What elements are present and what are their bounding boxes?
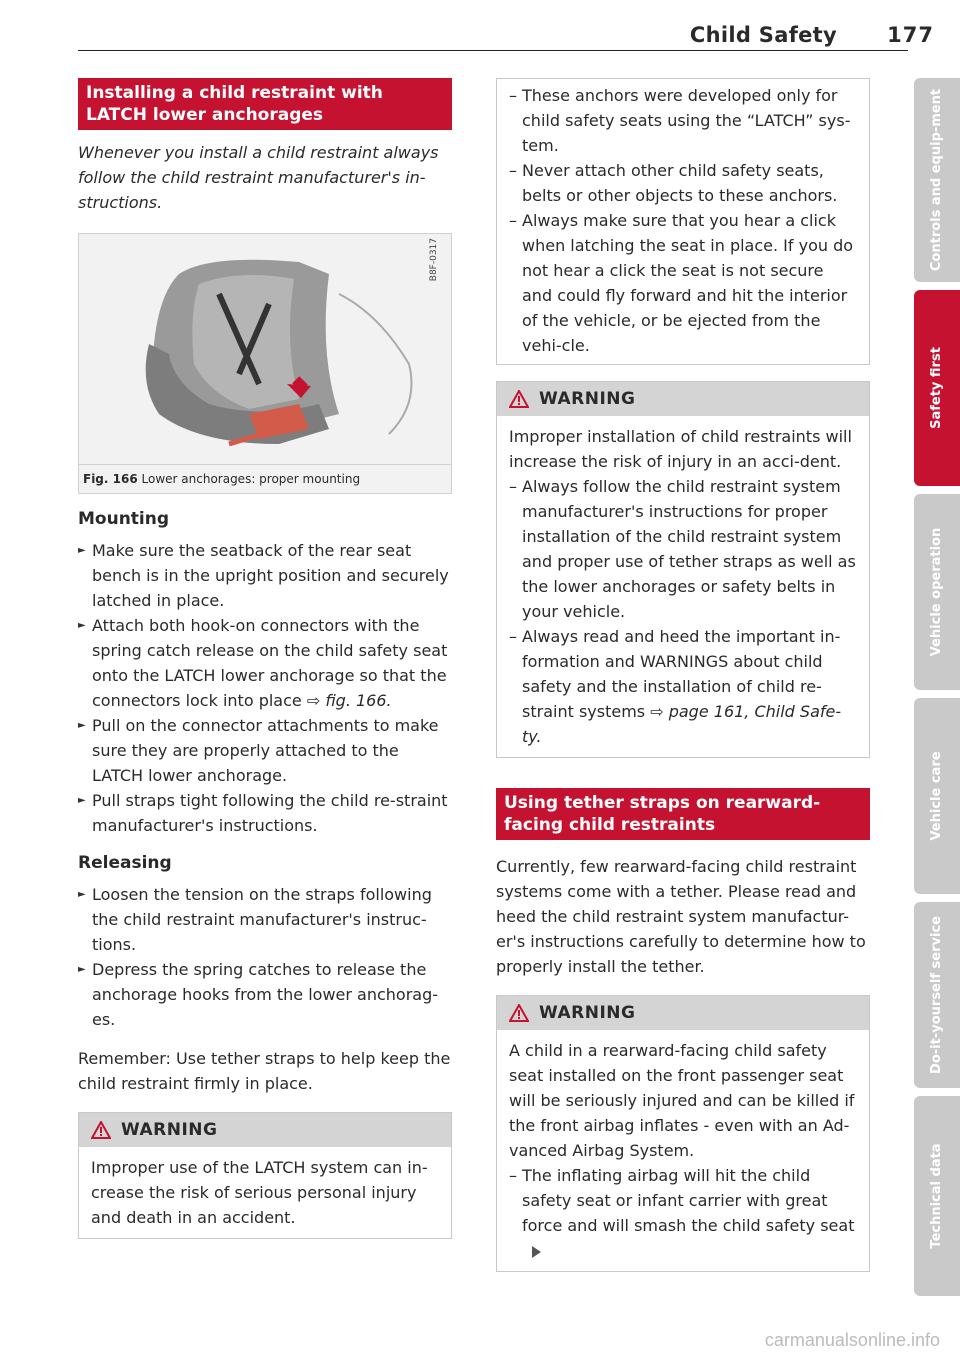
tab-label: Safety first xyxy=(929,347,944,429)
warning-triangle-icon xyxy=(91,1121,111,1139)
list-item: ► Depress the spring catches to release the anchorage hooks from the lower anchorag-es. xyxy=(78,957,452,1032)
figure-caption xyxy=(78,465,452,494)
mounting-heading: Mounting xyxy=(78,509,170,529)
warning-triangle-icon xyxy=(509,390,529,408)
left-column xyxy=(78,78,452,1239)
warning-box-rearward xyxy=(496,995,870,1272)
right-column xyxy=(496,78,870,1272)
watermark: carmanualsonline.info xyxy=(764,1330,940,1350)
continued-warning-list xyxy=(509,83,857,358)
warning-body: Improper use of the LATCH system can in-crease the risk of serious personal injury and death in an accident. xyxy=(91,1158,428,1227)
section-title-tether: Using tether straps on rearward-facing child restraints xyxy=(496,788,870,840)
list-item xyxy=(78,613,452,713)
list-item-text: The inflating airbag will hit the child safety seat or infant carrier with great force and will smash the child safety seat xyxy=(522,1166,855,1235)
warning-intro: Improper installation of child restraints will increase the risk of injury in an acci-dent. xyxy=(509,427,852,471)
warning-box-latch xyxy=(78,1112,452,1239)
tab-safety-first[interactable] xyxy=(914,290,960,486)
warning-header xyxy=(497,382,869,416)
section-title-latch: Installing a child restraint with LATCH lower anchorages xyxy=(78,78,452,130)
warning-header xyxy=(497,996,869,1030)
warning-box-installation xyxy=(496,381,870,758)
warning-triangle-icon xyxy=(509,1004,529,1022)
tab-controls-and-equipment[interactable] xyxy=(914,78,960,282)
page-number: 177 xyxy=(887,23,934,47)
tab-label: Controls and equip-ment xyxy=(929,88,944,272)
warning-title: WARNING xyxy=(121,1120,218,1140)
running-header-title: Child Safety xyxy=(689,23,837,47)
figure-label: Fig. 166 xyxy=(83,472,138,486)
intro-text: Whenever you install a child restraint always follow the child restraint manufacturer's in-structions. xyxy=(78,143,439,212)
tab-vehicle-operation[interactable] xyxy=(914,494,960,690)
continued-warning-box xyxy=(496,78,870,365)
warning-header xyxy=(79,1113,451,1147)
warning-title: WARNING xyxy=(539,389,636,409)
tab-technical-data[interactable] xyxy=(914,1096,960,1296)
page-161-link[interactable]: ⇨ page 161, Child Safe-ty. xyxy=(522,702,842,746)
child-seat-illustration xyxy=(79,234,451,464)
list-item: – Never attach other child safety seats, belts or other objects to these anchors. xyxy=(509,158,857,208)
tab-label: Vehicle care xyxy=(929,751,944,841)
header-rule xyxy=(78,50,908,51)
warning-list xyxy=(509,1163,857,1263)
warning-intro: A child in a rearward-facing child safety seat installed on the front passenger seat will be seriously injured and can be killed if the front airbag inflates - even with an Ad-vanced Airbag System. xyxy=(509,1041,855,1160)
list-item xyxy=(509,1163,857,1263)
warning-body xyxy=(497,1030,869,1271)
warning-body xyxy=(497,416,869,757)
mounting-steps xyxy=(78,538,452,838)
tab-label: Do-it-yourself service xyxy=(929,916,944,1074)
remember-text: Remember: Use tether straps to help keep the child restraint firmly in place. xyxy=(78,1049,451,1093)
list-item: – Always make sure that you hear a click when latching the seat in place. If you do not hear a click the seat is not secure and could fly forward and hit the interior of the vehicle, or be ejected from the vehi-cle. xyxy=(509,208,857,358)
list-item xyxy=(509,624,857,749)
tether-text: Currently, few rearward-facing child restraint systems come with a tether. Please read and heed the child restraint system manufactur-er's instructions carefully to determine how to properly install the tether. xyxy=(496,857,866,976)
figure-code: B8F-0317 xyxy=(429,238,439,282)
list-item-text: Attach both hook-on connectors with the spring catch release on the child safety seat onto the LATCH lower anchorage so that the connectors lock into place xyxy=(92,616,448,710)
warning-title: WARNING xyxy=(539,1003,636,1023)
list-item: ► Loosen the tension on the straps following the child restraint manufacturer's instruc-tions. xyxy=(78,882,452,957)
list-item: – These anchors were developed only for child safety seats using the “LATCH” sys-tem. xyxy=(509,83,857,158)
figure-caption-text: Lower anchorages: proper mounting xyxy=(141,472,361,486)
tab-label: Vehicle operation xyxy=(929,527,944,657)
list-item: ► Pull on the connector attachments to make sure they are properly attached to the LATCH lower anchorage. xyxy=(78,713,452,788)
releasing-heading: Releasing xyxy=(78,853,172,873)
continued-arrow-icon xyxy=(532,1246,541,1258)
fig-166-link[interactable]: ⇨ fig. 166. xyxy=(306,691,392,710)
list-item: ► Pull straps tight following the child re-straint manufacturer's instructions. xyxy=(78,788,452,838)
tab-label: Technical data xyxy=(929,1143,944,1249)
list-item-text: Always read and heed the important in-formation and WARNINGS about child safety and the installation of child re-straint systems xyxy=(522,627,841,721)
tab-do-it-yourself-service[interactable] xyxy=(914,902,960,1088)
figure-166 xyxy=(78,233,452,465)
releasing-steps xyxy=(78,882,452,1032)
list-item: ► Make sure the seatback of the rear seat bench is in the upright position and securely latched in place. xyxy=(78,538,452,613)
list-item: – Always follow the child restraint system manufacturer's instructions for proper installation of the child restraint system and proper use of tether straps as well as the lower anchorages or safety belts in your vehicle. xyxy=(509,474,857,624)
warning-list xyxy=(509,474,857,749)
tab-vehicle-care[interactable] xyxy=(914,698,960,894)
